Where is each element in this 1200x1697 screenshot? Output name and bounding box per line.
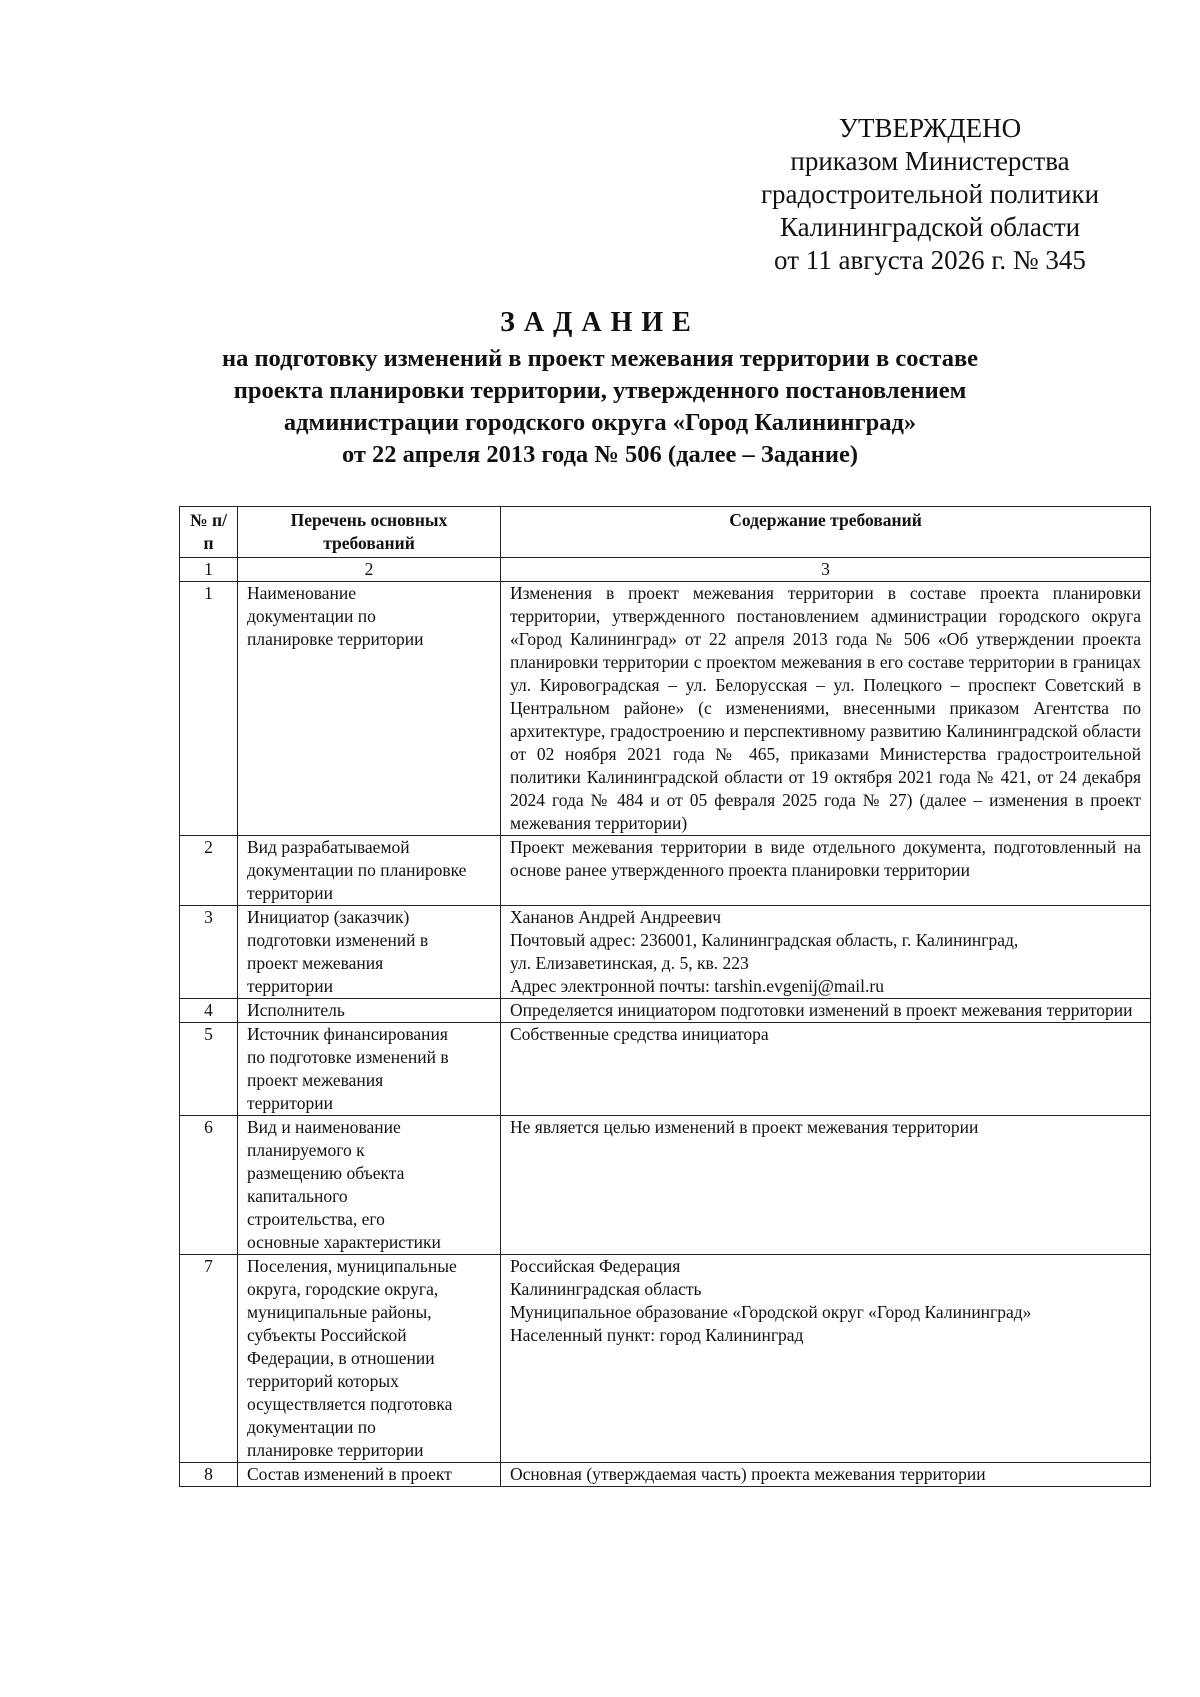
document-title: [150, 305, 1050, 471]
header-number: № п/п: [180, 507, 238, 558]
title-subtitle-line: от 22 апреля 2013 года № 506 (далее – Задание): [341, 441, 859, 468]
approval-stamp: [720, 112, 1140, 277]
table-header-row: [180, 507, 1151, 558]
approval-date-number: от 11 августа 2026 г. № 345: [774, 245, 1086, 275]
title-subtitle-line: на подготовку изменений в проект межевания территории в составе: [221, 345, 979, 372]
table-row: [180, 836, 1151, 906]
row-number: 7: [180, 1255, 238, 1463]
requirements-table: [179, 506, 1151, 1487]
approval-ministry-line: градостроительной политики: [760, 179, 1100, 209]
row-content: Определяется инициатором подготовки изменений в проект межевания территории: [501, 999, 1151, 1023]
approval-heading: УТВЕРЖДЕНО: [838, 113, 1022, 143]
table-row: [180, 582, 1151, 836]
row-requirement: Поселения, муниципальные округа, городские округа, муниципальные районы, субъекты Российской Федерации, в отношении территорий которых осуществляется подготовка документации по планировке территории: [238, 1255, 501, 1463]
column-number: 2: [238, 558, 501, 582]
title-main: ЗАДАНИЕ: [500, 307, 700, 338]
row-content: Не является целью изменений в проект межевания территории: [501, 1116, 1151, 1255]
table-row: [180, 1255, 1151, 1463]
row-content: Собственные средства инициатора: [501, 1023, 1151, 1116]
content-line: Населенный пункт: город Калининград: [510, 1325, 804, 1345]
row-content: [501, 906, 1151, 999]
title-subtitle: [150, 343, 1050, 471]
row-content: Изменения в проект межевания территории в составе проекта планировки территории, утвержденного постановлением администрации городского округа «Город Калининград» от 22 апреля 2013 года № 506 «Об утверждении проекта планировки территории с проектом межевания в его составе территории в границах ул. Кировоградская – ул. Белорусская – ул. Полецкого – проспект Советский в Центральном районе» (с изменениями, внесенными приказом Агентства по архитектуре, градостроению и перспективному развитию Калининградской области от 02 ноября 2021 года № 465, приказами Министерства градостроительной политики Калининградской области от 19 октября 2021 года № 421, от 24 декабря 2024 года № 484 и от 05 февраля 2025 года № 27) (далее – изменения в проект межевания территории): [501, 582, 1151, 836]
row-requirement: Состав изменений в проект: [238, 1463, 501, 1487]
content-line: Хананов Андрей Андреевич: [510, 907, 722, 927]
row-number: 2: [180, 836, 238, 906]
row-requirement: Источник финансирования по подготовке изменений в проект межевания территории: [238, 1023, 501, 1116]
row-number: 8: [180, 1463, 238, 1487]
row-requirement: Исполнитель: [238, 999, 501, 1023]
row-content: Проект межевания территории в виде отдельного документа, подготовленный на основе ранее утвержденного проекта планировки территории: [501, 836, 1151, 906]
header-requirement: Перечень основных требований: [238, 507, 501, 558]
row-number: 1: [180, 582, 238, 836]
row-requirement: Инициатор (заказчик) подготовки изменений в проект межевания территории: [238, 906, 501, 999]
row-requirement: Наименование документации по планировке территории: [238, 582, 501, 836]
column-number: 1: [180, 558, 238, 582]
row-number: 5: [180, 1023, 238, 1116]
row-number: 4: [180, 999, 238, 1023]
content-line: Российская Федерация: [510, 1256, 681, 1276]
column-number: 3: [501, 558, 1151, 582]
approval-issuer-line: приказом Министерства: [790, 146, 1070, 176]
row-requirement: Вид и наименование планируемого к размещению объекта капитального строительства, его основные характеристики: [238, 1116, 501, 1255]
column-number-row: [180, 558, 1151, 582]
content-line: Муниципальное образование «Городской округ «Город Калининград»: [510, 1302, 1032, 1322]
content-line: Калининградская область: [510, 1279, 702, 1299]
table-row: [180, 1023, 1151, 1116]
table-row: [180, 999, 1151, 1023]
row-number: 6: [180, 1116, 238, 1255]
row-requirement: Вид разрабатываемой документации по планировке территории: [238, 836, 501, 906]
header-content: Содержание требований: [501, 507, 1151, 558]
content-line: ул. Елизаветинская, д. 5, кв. 223: [510, 953, 749, 973]
table-row: [180, 1463, 1151, 1487]
row-number: 3: [180, 906, 238, 999]
approval-region-line: Калининградской области: [779, 212, 1081, 242]
table-row: [180, 1116, 1151, 1255]
content-line: Почтовый адрес: 236001, Калининградская область, г. Калининград,: [510, 930, 1019, 950]
email-line: Адрес электронной почты: tarshin.evgenij@mail.ru: [510, 976, 884, 996]
row-content: Основная (утверждаемая часть) проекта межевания территории: [501, 1463, 1151, 1487]
row-content: [501, 1255, 1151, 1463]
title-subtitle-line: проекта планировки территории, утвержденного постановлением: [233, 377, 967, 404]
table-row: [180, 906, 1151, 999]
title-subtitle-line: администрации городского округа «Город Калининград»: [283, 409, 917, 436]
